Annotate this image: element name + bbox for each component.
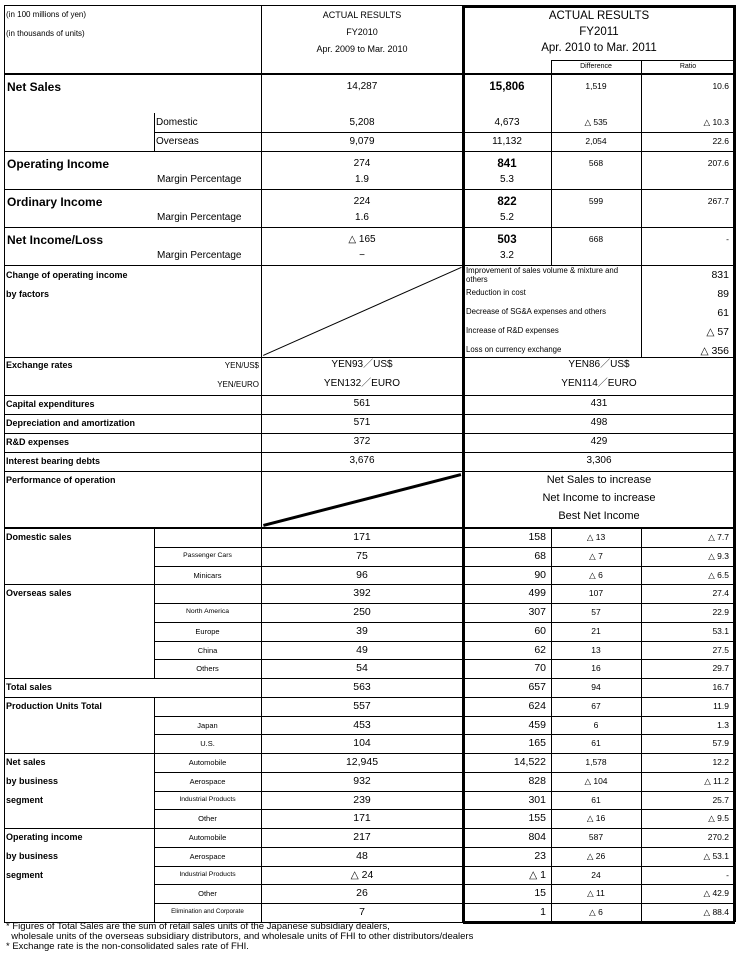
fy2010-value: 9,079 [349,135,375,147]
metric-label: Depreciation and amortization [6,418,136,428]
ratio-value: △ 53.1 [703,850,729,861]
fy2011-value: 431 [590,398,608,409]
fy2011-box-bottom [463,921,735,924]
fy2010-value: 26 [356,887,368,900]
difference-value: △ 535 [584,116,608,127]
group-rule [4,189,735,190]
unit-row-label: segment [6,794,44,805]
fy2010-value: 217 [353,831,371,843]
fy2011-value: 5.3 [500,173,514,185]
exchange-bottom-rule [4,395,735,396]
unit-note-units: (in thousands of units) [6,29,85,38]
ratio-value: 27.5 [712,644,729,655]
fy2010-value: 224 [353,196,371,207]
ratio-value: 270.2 [707,832,729,842]
fy2010-heading: ACTUAL RESULTS [322,10,402,20]
row-rule [154,791,735,792]
fy2010-value: 5,208 [349,116,375,128]
fy2011-value: 499 [528,587,546,600]
fy2011-value: 804 [528,831,546,843]
ratio-value: 11.9 [713,700,729,711]
unit-row-sublabel: Other [198,889,217,899]
fy2010-value: 12,945 [345,756,379,768]
unit-row-sublabel: Automobile [188,758,227,767]
unit-row-sublabel: Japan [197,720,218,730]
fy2010-value: 39 [356,624,368,637]
sublabel-column-rule [154,584,155,678]
difference-value: 668 [588,234,604,244]
fy2010-value: 14,287 [346,81,378,92]
factor-value: 831 [711,269,729,281]
fy2010-value: △ 165 [348,234,376,245]
factor-text: Increase of R&D expenses [466,326,559,335]
sub-row-rule [154,132,735,133]
unit-row-label: Operating income [6,832,83,842]
row-rule [154,903,735,904]
fy2011-value: 5.2 [500,211,514,223]
ratio-value: - [726,234,729,244]
ratio-value: - [726,869,729,880]
factors-bottom-rule [4,357,735,358]
ratio-value: 57.9 [712,738,729,749]
ratio-value: 267.7 [707,196,729,206]
difference-column-rule [551,528,552,922]
sublabel-column-rule [154,753,155,922]
fy2010-value: 96 [356,568,368,581]
ratio-column-rule [641,60,642,265]
fy2011-value: 4,673 [494,116,520,128]
difference-value: △ 26 [586,850,606,861]
row-rule [154,622,735,623]
fy2010-period: Apr. 2009 to Mar. 2010 [316,44,408,54]
diagonal-slash-bold [263,473,462,526]
unit-row-sublabel: Aerospace [189,776,226,786]
fy2010-value: 1.9 [355,173,369,185]
fy2010-year: FY2010 [346,27,378,37]
difference-value: 568 [588,158,604,168]
factor-value: △ 356 [700,345,729,357]
row-rule [154,772,735,773]
fy2011-value: 1 [540,906,546,918]
performance-line: Net Income to increase [542,492,656,504]
fy2011-box-left [462,5,465,922]
fy2011-heading: ACTUAL RESULTS [548,10,650,22]
difference-value: △ 16 [586,813,606,824]
ratio-header: Ratio [679,63,697,70]
row-rule [154,884,735,885]
fy2011-euro-rate: YEN114／EURO [561,378,637,389]
group-rule [4,227,735,228]
difference-value: △ 6 [589,907,603,917]
ratio-value: △ 9.3 [708,550,729,561]
difference-value: 24 [591,869,601,880]
unit-row-label: Net sales [6,757,46,767]
unit-row-label: Domestic sales [6,532,72,542]
difference-value: △ 104 [584,775,608,786]
factor-text: Decrease of SG&A expenses and others [466,307,606,316]
fy2010-value: 75 [356,549,368,562]
ratio-column-rule [641,528,642,922]
factor-value-rule [641,265,642,357]
footnotes [6,922,473,952]
unit-row-sublabel: Europe [195,626,220,636]
row-sublabel: Domestic [156,116,198,128]
fy2010-value: 54 [356,662,368,675]
ratio-value: 53.1 [712,625,729,636]
fy2011-value: 459 [528,718,546,731]
factors-label: Change of operating income [6,270,128,280]
fy2011-value: 62 [534,643,546,656]
fy2011-year: FY2011 [579,26,619,38]
row-rule [154,809,735,810]
fy2010-value: 104 [353,737,371,750]
difference-value: 1,519 [585,81,607,91]
difference-value: 107 [588,588,604,599]
fy2010-value: 571 [353,417,371,428]
row-rule [154,734,735,735]
ratio-value: △ 6.5 [708,569,729,580]
factors-label: by factors [6,289,50,299]
ratio-value: 16.7 [712,682,729,692]
ratio-value: △ 9.5 [708,813,729,824]
unit-row-sublabel: Industrial Products [179,870,236,878]
performance-bottom-rule [4,527,735,529]
difference-value: 587 [588,832,604,842]
fy2011-box-top [463,5,735,8]
row-rule [154,847,735,848]
ratio-value: 10.6 [712,81,729,91]
ratio-value: △ 10.3 [703,116,729,127]
row-rule [154,641,735,642]
row-rule [154,566,735,567]
left-border [4,5,5,922]
row-sublabel: Margin Percentage [157,211,242,223]
performance-label: Performance of operation [6,475,116,485]
fy2011-box-right [733,5,736,922]
row-rule [154,866,735,867]
results-table [4,5,735,918]
difference-value: 21 [591,625,601,636]
fy2010-value: 453 [353,718,371,731]
row-rule [4,452,735,453]
row-label: Net Income/Loss [7,233,104,247]
fy2010-value: 932 [353,774,371,787]
fy2011-value: 15 [534,887,546,900]
row-rule [4,414,735,415]
group-rule [4,584,735,585]
fy2010-value: 171 [353,812,371,825]
difference-column-rule [551,60,552,265]
fy2010-value: 563 [353,681,371,693]
row-rule [154,659,735,660]
fy2011-value: 155 [528,812,546,825]
fy2011-value: 11,132 [492,135,522,147]
unit-row-label: Overseas sales [6,588,72,599]
fy2010-usd-rate: YEN93／US$ [331,359,393,370]
factor-value: △ 57 [706,326,729,338]
difference-value: 57 [591,607,601,617]
fy2011-value: 14,522 [513,756,546,768]
fy2011-value: 3.2 [500,249,514,261]
fy2011-value: 158 [528,531,546,543]
usd-unit-label: YEN/US$ [224,361,259,370]
sublabel-column-rule [154,528,155,584]
fy2011-value: 624 [528,699,546,712]
difference-value: 6 [593,719,599,730]
factor-text: Loss on currency exchange [466,345,562,354]
fy2011-value: 23 [534,849,546,862]
unit-row-sublabel: Passenger Cars [183,551,232,559]
ratio-value: 207.6 [707,158,729,168]
fy2010-value: 274 [353,158,371,169]
fy2011-value: 657 [528,681,546,693]
ratio-value: △ 42.9 [703,888,729,899]
fy2011-usd-rate: YEN86／US$ [568,359,630,370]
fy2010-value: 171 [353,531,371,543]
difference-value: △ 7 [589,550,603,561]
difference-value: 1,578 [585,757,607,767]
fy2011-value: 165 [528,737,546,750]
metric-label: Capital expenditures [6,399,95,409]
fy2010-value: − [359,249,365,261]
fy2011-period: Apr. 2010 to Mar. 2011 [541,42,657,54]
fy2010-value: 48 [356,849,368,862]
fy2010-value: △ 24 [350,868,374,881]
fy2010-value: 250 [353,606,371,618]
fy2011-value: 429 [590,436,608,447]
difference-value: 599 [588,196,604,206]
row-sublabel: Margin Percentage [157,173,242,185]
footnote-3: * Exchange rate is the non-consolidated sales rate of FHI. [6,941,249,952]
ratio-value: 1.3 [717,719,729,730]
row-rule [154,716,735,717]
ratio-value: △ 11.2 [704,775,729,786]
fy2011-value: 70 [534,662,546,675]
metric-label: Interest bearing debts [6,456,101,466]
row-sublabel: Margin Percentage [157,249,242,261]
group-rule [4,753,735,754]
difference-value: △ 11 [587,888,605,899]
ratio-value: 25.7 [712,794,729,805]
ratio-value: 22.9 [712,607,729,617]
fy2010-value: 49 [356,643,368,656]
fy2011-value: 15,806 [489,81,525,93]
row-label: Ordinary Income [7,195,103,209]
fy2011-value: 60 [534,624,546,637]
fy2011-value: 3,306 [586,455,612,466]
ratio-value: 12.2 [712,757,729,767]
group-rule [4,151,735,152]
fy2011-value: △ 1 [529,868,546,881]
ratio-value: △ 7.7 [708,532,729,542]
unit-row-sublabel: China [197,645,218,655]
row-rule [154,547,735,548]
footnote-1: * Figures of Total Sales are the sum of retail sales units of the Japanese subsidiary dealers, [6,921,390,932]
unit-row-label: by business [6,850,59,861]
performance-line: Best Net Income [558,510,640,522]
fy2010-value: 561 [353,398,371,409]
row-rule [4,471,735,472]
factor-text: Reduction in cost [466,288,526,297]
unit-row-sublabel: U.S. [200,739,215,749]
unit-row-sublabel: Automobile [188,833,227,842]
row-label: Operating Income [7,157,110,171]
fy2010-value: 1.6 [355,211,369,223]
fy2010-value: 557 [353,699,371,712]
row-rule [154,603,735,604]
row-label: Net Sales [7,80,62,94]
unit-row-sublabel: Aerospace [189,851,226,861]
footnote-2: wholesale units of the overseas subsidiary distributors, and wholesale units of FHI to other distributors/dealers [6,931,474,942]
sublabel-column-rule [154,113,155,151]
fy2011-value: 301 [528,793,546,806]
row-sublabel: Overseas [156,135,199,147]
factor-value: 89 [717,288,729,300]
unit-row-sublabel: North America [185,608,230,615]
unit-row-label: Production Units Total [6,700,102,711]
fy2011-value: 307 [528,606,546,618]
euro-unit-label: YEN/EURO [217,380,259,389]
ratio-value: △ 88.4 [703,907,729,917]
fy2011-value: 828 [528,774,546,787]
performance-line: Net Sales to increase [546,474,652,486]
fy2011-value: 841 [497,158,517,170]
ratio-value: 22.6 [712,135,729,146]
difference-value: △ 13 [586,532,606,542]
difference-value: △ 6 [589,569,603,580]
fy2011-value: 498 [590,417,608,428]
difference-value: 16 [591,663,601,674]
group-rule [4,678,735,679]
subheader-rule [551,60,735,61]
unit-row-label: segment [6,869,44,880]
unit-row-sublabel: Other [198,814,217,824]
difference-value: 94 [591,682,601,692]
unit-row-label: by business [6,775,59,786]
difference-header: Difference [580,63,612,70]
unit-row-label: Total sales [6,682,52,692]
group-rule [4,697,735,698]
factor-value: 61 [717,307,729,319]
exchange-label: Exchange rates [6,360,73,370]
unit-row-sublabel: Minicars [193,570,222,580]
group-rule [4,828,735,829]
unit-row-sublabel: Others [196,664,219,674]
difference-value: 61 [591,794,601,805]
fy2010-value: 239 [353,793,371,806]
difference-value: 2,054 [585,135,607,146]
fy2010-value: 3,676 [349,455,375,466]
fy2011-value: 90 [534,568,546,581]
fy2010-column-rule [261,5,262,922]
unit-row-sublabel: Industrial Products [179,795,236,803]
metric-label: R&D expenses [6,437,70,447]
fy2010-value: 7 [359,906,365,918]
fy2011-value: 822 [497,196,517,208]
unit-row-sublabel: Elimination and Corporate [171,908,244,915]
difference-value: 67 [591,700,601,711]
ratio-value: 27.4 [712,588,729,599]
factor-text: Improvement of sales volume & mixture and others [466,266,619,284]
fy2011-value: 503 [497,234,517,246]
header-bottom-rule [4,73,735,75]
diagonal-slash [263,267,461,356]
fy2010-value: 392 [353,587,371,600]
ratio-value: 29.7 [712,663,729,674]
difference-value: 13 [591,644,601,655]
fy2011-value: 68 [534,549,546,562]
sublabel-column-rule [154,697,155,753]
fy2010-euro-rate: YEN132／EURO [323,378,401,389]
fy2010-value: 372 [353,436,371,447]
unit-note-yen: (in 100 millions of yen) [6,10,87,19]
difference-value: 61 [591,738,601,749]
row-rule [4,433,735,434]
